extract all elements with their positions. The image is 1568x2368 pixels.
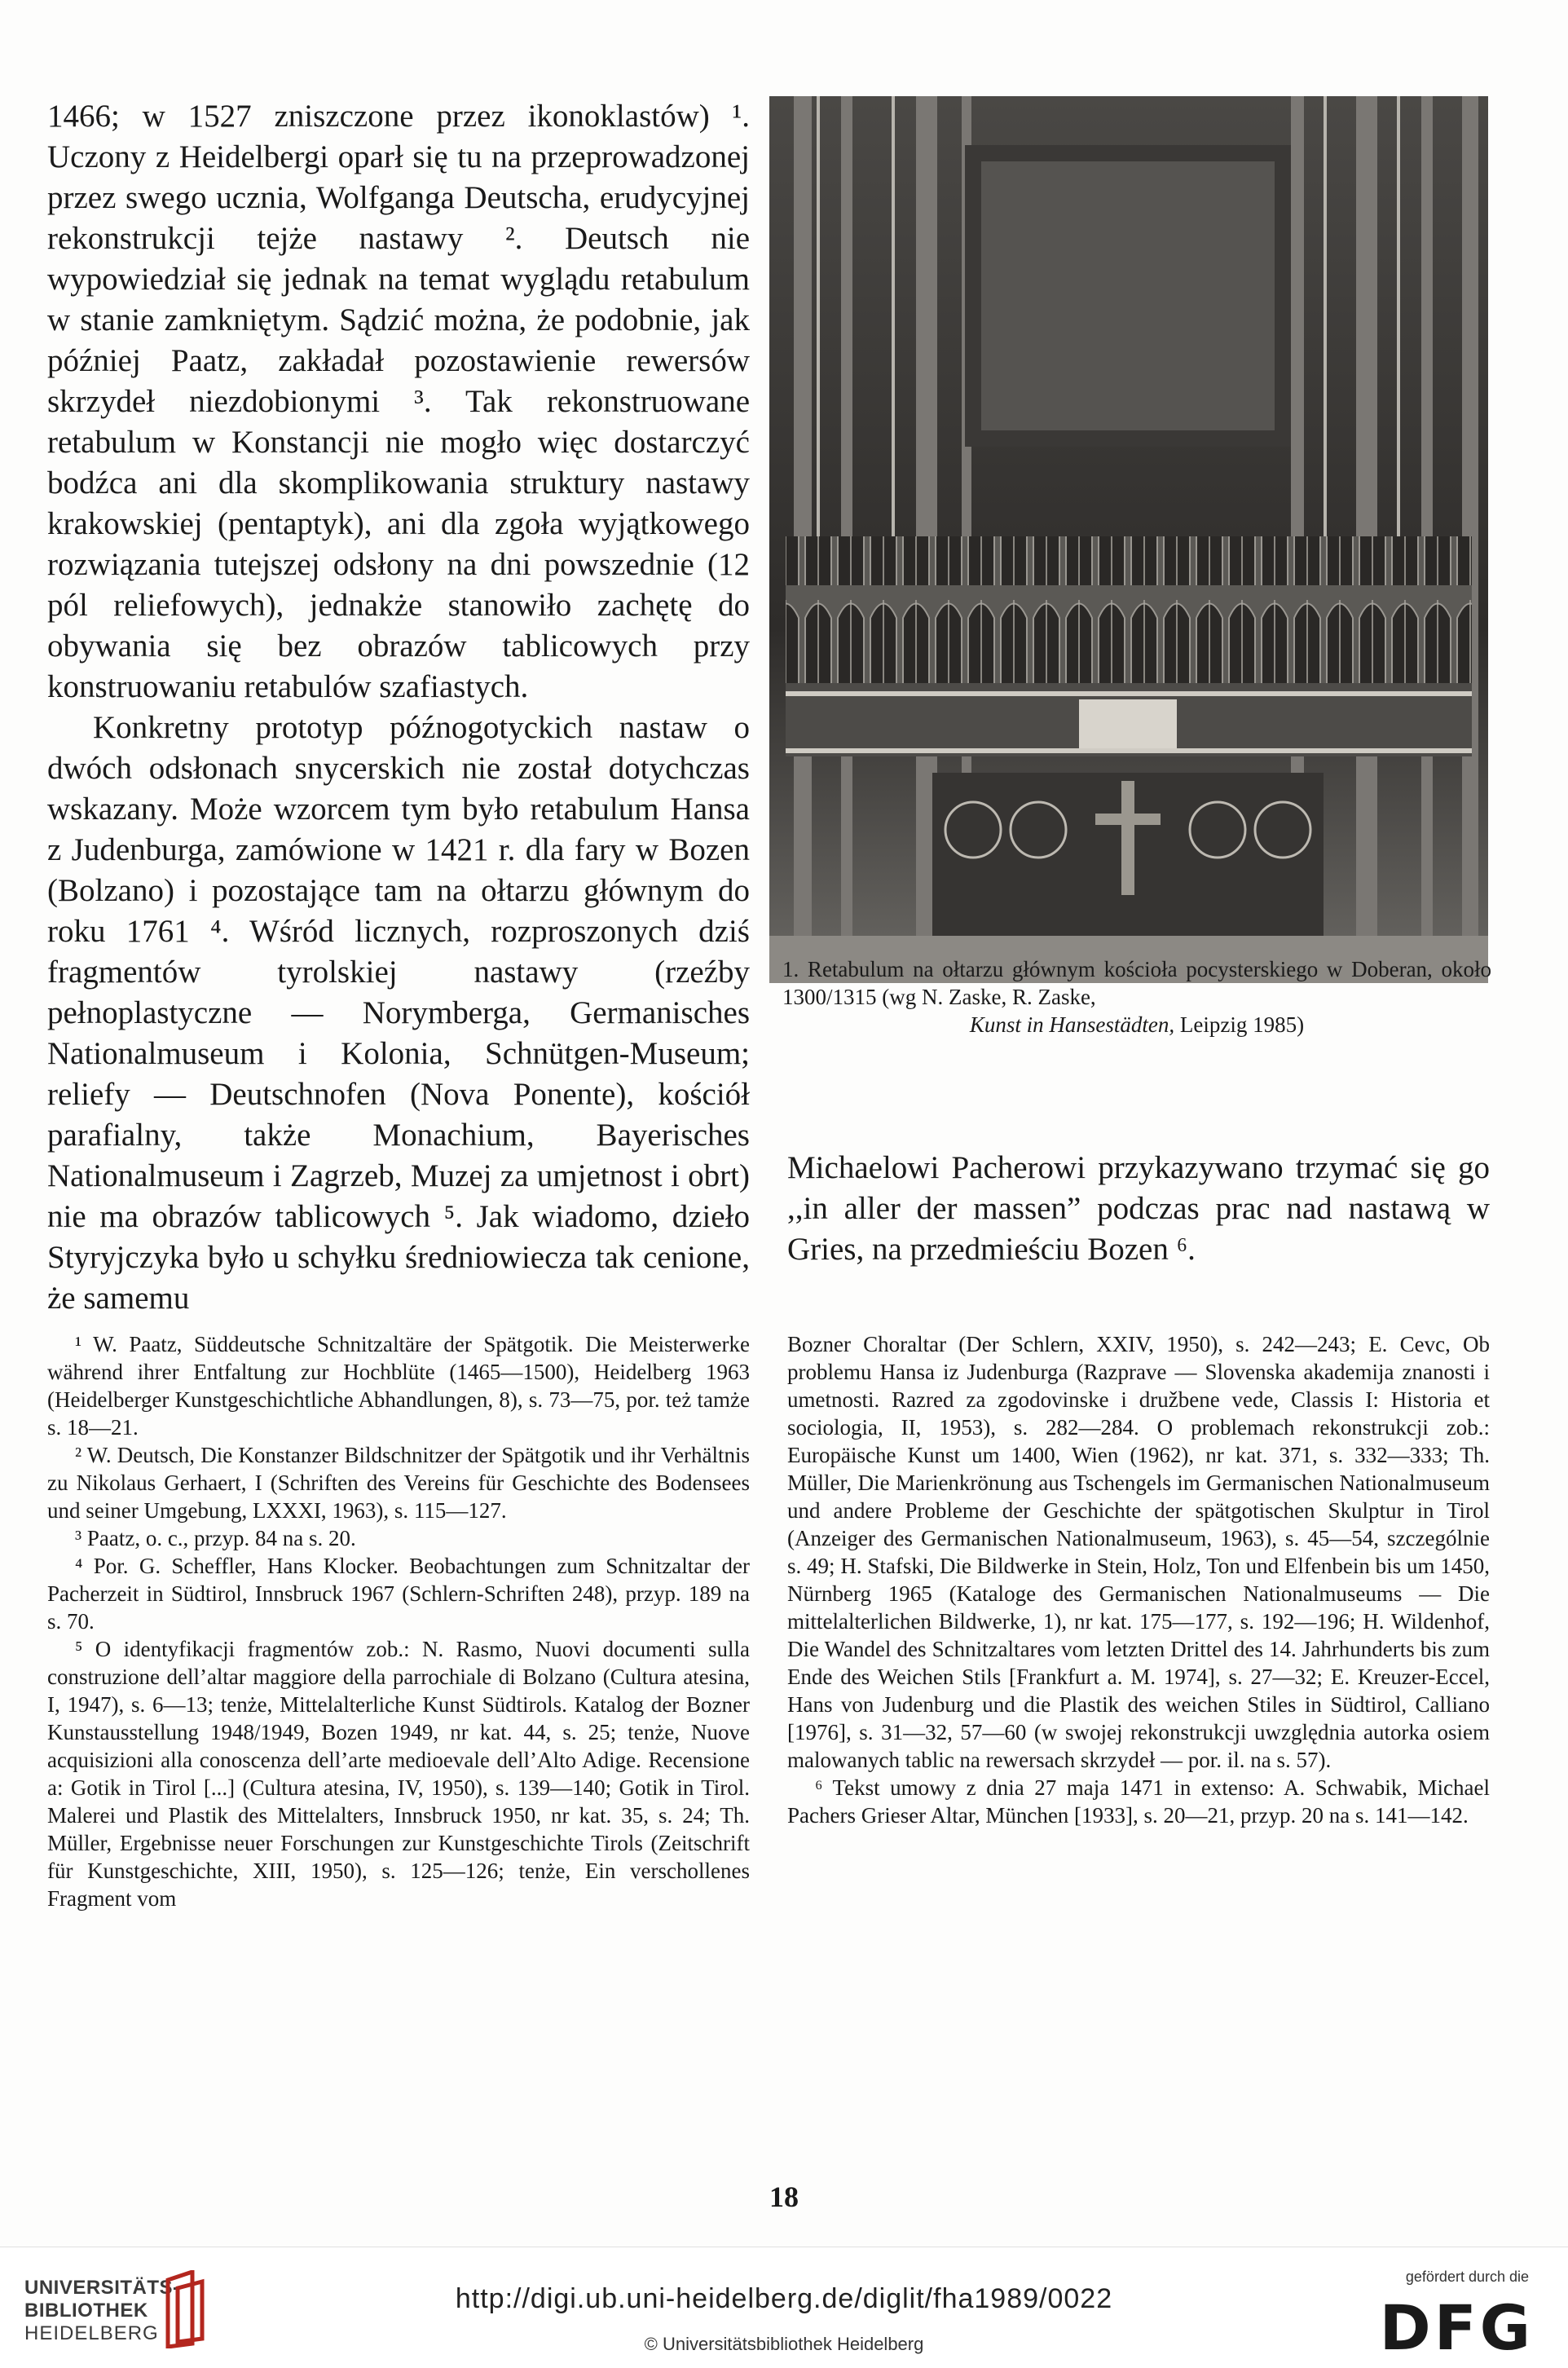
altar-photograph [769, 96, 1488, 983]
caption-publication: Leipzig 1985) [1174, 1012, 1305, 1037]
main-text-right-column [787, 1148, 1490, 1270]
dfg-logo: DFG [1379, 2291, 1534, 2364]
footnotes-right-column [787, 1330, 1490, 1829]
footnote-continuation: Bozner Choraltar (Der Schlern, XXIV, 1950), s. 242—243; E. Cevc, Ob problemu Hansa iz Judenburga (Razprave — Slovenska akademija znanosti i umetnosti. Razred za zgodovinske i družbene vede, Classis I: Historia et sociologia, II, 1953), s. 282—284. O problemach rekonstrukcji zob.: Europäische Kunst um 1400, Wien (1962), nr kat. 371, s. 332—333; Th. Müller, Die Marienkrönung aus Tschengels im Germanischen Nationalmuseum und andere Probleme der Geschichte der spätgotischen Skulptur in Tirol (Anzeiger des Germanischen Nationalmuseum, 1963), s. 45—54, szczególnie s. 49; H. Stafski, Die Bildwerke in Stein, Holz, Ton und Elfenbein bis um 1450, Nürnberg 1965 (Kataloge des Germanischen Nationalmuseums — Die mittelalterlichen Bildwerke, 1), nr kat. 175—177, s. 192—196; H. Wildenhof, Die Wandel des Schnitzaltares vom letzten Drittel des 14. Jahrhunderts bis zum Ende des Weichen Stils [Frankfurt a. M. 1974], s. 27—32; E. Kreuzer-Eccel, Hans von Judenburg und die Plastik des weichen Stiles in Südtirol, Calliano [1976], s. 31—32, 57—60 (w swojej rekonstrukcji uwzględnia autorka osiem malowanych tablic na rewersach skrzydeł — por. il. na s. 57). [787, 1332, 1490, 1772]
funding-note: gefördert durch die [1405, 2269, 1529, 2285]
footnote: ³ Paatz, o. c., przyp. 84 na s. 20. [75, 1526, 356, 1550]
main-text-left-column [47, 96, 750, 1319]
digital-library-footer [0, 2247, 1568, 2368]
library-name-line: UNIVERSITÄTS- [24, 2277, 180, 2299]
document-url-link[interactable]: http://digi.ub.uni-heidelberg.de/diglit/fha1989/0022 [455, 2283, 1113, 2314]
figure-caption [782, 955, 1491, 1038]
caption-source-line [782, 1011, 1491, 1038]
page-number: 18 [769, 2181, 799, 2213]
footnote: ² W. Deutsch, Die Konstanzer Bildschnitzer der Spätgotik und ihr Verhältnis zu Nikolaus Gerhaert, I (Schriften des Vereins für Geschichte des Bodensees und seiner Umgebung, LXXXI, 1963), s. 115—127. [47, 1443, 750, 1523]
paragraph: Konkretny prototyp późnogotyckich nastaw o dwóch odsłonach snycerskich nie został dotychczas wskazany. Może wzorcem tym było retabulum Hansa z Judenburga, zamówione w 1421 r. dla fary w Bozen (Bolzano) i pozostające tam na ołtarzu głównym do roku 1761 ⁴. Wśród licznych, rozproszonych dziś fragmentów tyrolskiej nastawy (rzeźby pełnoplastyczne — Norymberga, Germanisches Nationalmuseum i Kolonia, Schnütgen-Museum; reliefy — Deutschnofen (Nova Ponente), kościół parafialny, także Monachium, Bayerisches Nationalmuseum i Zagrzeb, Muzej za umjetnost i obrt) nie ma obrazów tablicowych ⁵. Jak wiadomo, dzieło Styryjczyka było u schyłku średniowiecza tak cenione, że samemu [47, 710, 750, 1316]
copyright-notice: © Universitätsbibliothek Heidelberg [644, 2334, 924, 2354]
footnote: ¹ W. Paatz, Süddeutsche Schnitzaltäre der Spätgotik. Die Meisterwerke während ihrer Entfaltung zur Hochblüte (1465—1500), Heidelberg 1963 (Heidelberger Kunstgeschichtliche Abhandlungen, 8), s. 73—75, por. też tamże s. 18—21. [47, 1332, 750, 1440]
footnote: ⁵ O identyfikacji fragmentów zob.: N. Rasmo, Nuovi documenti sulla construzione dell’altar maggiore della parrochiale di Bolzano (Cultura atesina, I, 1947), s. 6—13; tenże, Mittelalterliche Kunst Südtirols. Katalog der Bozner Kunstausstellung 1948/1949, Bozen 1949, nr kat. 44, s. 25; tenże, Nuove acquisizioni alla conoscenza dell’arte medioevale dell’Alto Adige. Recensione a: Gotik in Tirol [...] (Cultura atesina, IV, 1950), s. 139—140; Gotik in Tirol. Malerei und Plastik des Mittelalters, Innsbruck 1950, nr kat. 35, s. 24; Th. Müller, Ergebnisse neuer Forschungen zur Kunstgeschichte Tirols (Zeitschrift für Kunstgeschichte, XIII, 1950), s. 125—126; tenże, Ein verschollenes Fragment vom [47, 1637, 750, 1911]
altar-retable-image [769, 96, 1488, 983]
footnotes-left-column [47, 1330, 750, 1912]
library-name-line: BIBLIOTHEK [24, 2300, 148, 2322]
library-name-line: HEIDELBERG [24, 2322, 159, 2344]
footnote: ⁴ Por. G. Scheffler, Hans Klocker. Beobachtungen zum Schnitzaltar der Pacherzeit in Südtirol, Innsbruck 1967 (Schlern-Schriften 248), przyp. 189 na s. 70. [47, 1554, 750, 1634]
paragraph: 1466; w 1527 zniszczone przez ikonoklastów) ¹. Uczony z Heidelbergi oparł się tu na przeprowadzonej przez swego ucznia, Wolfganga Deutscha, erudycyjnej rekonstrukcji tejże nastawy ². Deutsch nie wypowiedział się jednak na temat wyglądu retabulum w stanie zamkniętym. Sądzić można, że podobnie, jak później Paatz, zakładał pozostawienie rewersów skrzydeł niezdobionymi ³. Tak rekonstruowane retabulum w Konstancji nie mogło więc dostarczyć bodźca ani dla skomplikowania struktury nastawy krakowskiej (pentaptyk), ani dla zgoła wyjątkowego rozwiązania tutejszej odsłony na dni powszednie (12 pól reliefowych), jednakże stanowiło zachętę do obywania się bez obrazów tablicowych przy konstruowaniu retabulów szafiastych. [47, 99, 750, 704]
paragraph: Michaelowi Pacherowi przykazywano trzymać się go ,,in aller der massen” podczas prac nad nastawą w Gries, na przedmieściu Bozen ⁶. [787, 1150, 1490, 1267]
caption-text: 1. Retabulum na ołtarzu głównym kościoła pocysterskiego w Doberan, około 1300/1315 (wg N. Zaske, R. Zaske, [782, 957, 1491, 1009]
footnote: ⁶ Tekst umowy z dnia 27 maja 1471 in extenso: A. Schwabik, Michael Pachers Grieser Altar, München [1933], s. 20—21, przyp. 20 na s. 141—142. [787, 1775, 1490, 1828]
caption-book-title: Kunst in Hansestädten, [969, 1012, 1175, 1037]
